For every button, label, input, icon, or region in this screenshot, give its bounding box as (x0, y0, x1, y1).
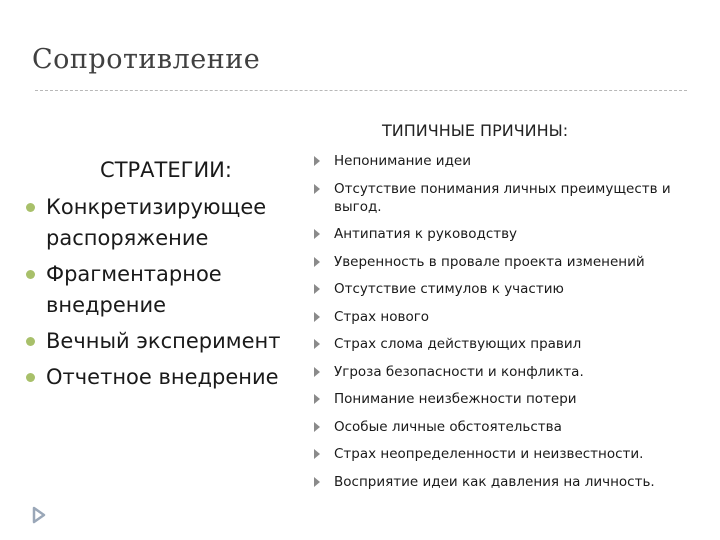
list-item (312, 363, 702, 381)
list-item (312, 225, 702, 243)
bullet-triangle-icon (314, 184, 320, 194)
bullet-triangle-icon (314, 284, 320, 294)
list-item (312, 152, 702, 170)
list-item (24, 259, 294, 321)
reason-label: Понимание неизбежности потери (334, 391, 577, 407)
bullet-dot-icon (26, 337, 35, 346)
list-item (312, 445, 702, 463)
reasons-heading: ТИПИЧНЫЕ ПРИЧИНЫ: (382, 121, 569, 140)
bullet-dot-icon (26, 270, 35, 279)
strategy-label: Фрагментарное внедрение (46, 262, 222, 317)
strategies-heading: СТРАТЕГИИ: (100, 158, 232, 182)
list-item (24, 362, 294, 393)
list-item (24, 326, 294, 357)
strategy-label: Вечный эксперимент (46, 329, 281, 353)
slide-nav-icon[interactable] (32, 506, 46, 524)
bullet-triangle-icon (314, 156, 320, 166)
strategy-label: Конкретизирующее распоряжение (46, 195, 267, 250)
reason-label: Восприятие идеи как давления на личность. (334, 473, 655, 490)
reason-label: Особые личные обстоятельства (334, 418, 562, 435)
strategies-list (24, 192, 294, 393)
reason-label: Антипатия к руководству (334, 226, 518, 242)
reason-label: Отсутствие стимулов к участию (334, 281, 564, 297)
reasons-list (312, 152, 702, 500)
list-item (312, 390, 702, 408)
list-item (24, 192, 294, 254)
list-item (312, 418, 702, 436)
list-item (312, 335, 702, 353)
title-divider (35, 90, 687, 91)
list-item (312, 308, 702, 326)
bullet-triangle-icon (314, 229, 320, 239)
list-item (312, 253, 702, 271)
bullet-triangle-icon (314, 422, 320, 432)
bullet-triangle-icon (314, 257, 320, 267)
reason-label: Уверенность в провале проекта изменений (334, 253, 645, 270)
reason-label: Страх неопределенности и неизвестности. (334, 446, 644, 462)
reason-label: Страх слома действующих правил (334, 336, 582, 352)
list-item (312, 473, 702, 491)
reason-label: Угроза безопасности и конфликта. (334, 363, 584, 380)
list-item (312, 180, 702, 216)
bullet-triangle-icon (314, 312, 320, 322)
bullet-dot-icon (26, 373, 35, 382)
bullet-triangle-icon (314, 477, 320, 487)
bullet-triangle-icon (314, 449, 320, 459)
bullet-triangle-icon (314, 367, 320, 377)
reason-label: Страх нового (334, 308, 430, 325)
list-item (312, 280, 702, 298)
bullet-dot-icon (26, 203, 35, 212)
bullet-triangle-icon (314, 339, 320, 349)
strategy-label: Отчетное внедрение (46, 365, 279, 389)
slide-title: Сопротивление (32, 44, 261, 75)
reason-label: Непонимание идеи (334, 153, 471, 169)
reason-label: Отсутствие понимания личных преимуществ и выгод. (334, 180, 671, 215)
bullet-triangle-icon (314, 394, 320, 404)
strategies-column (24, 158, 294, 398)
